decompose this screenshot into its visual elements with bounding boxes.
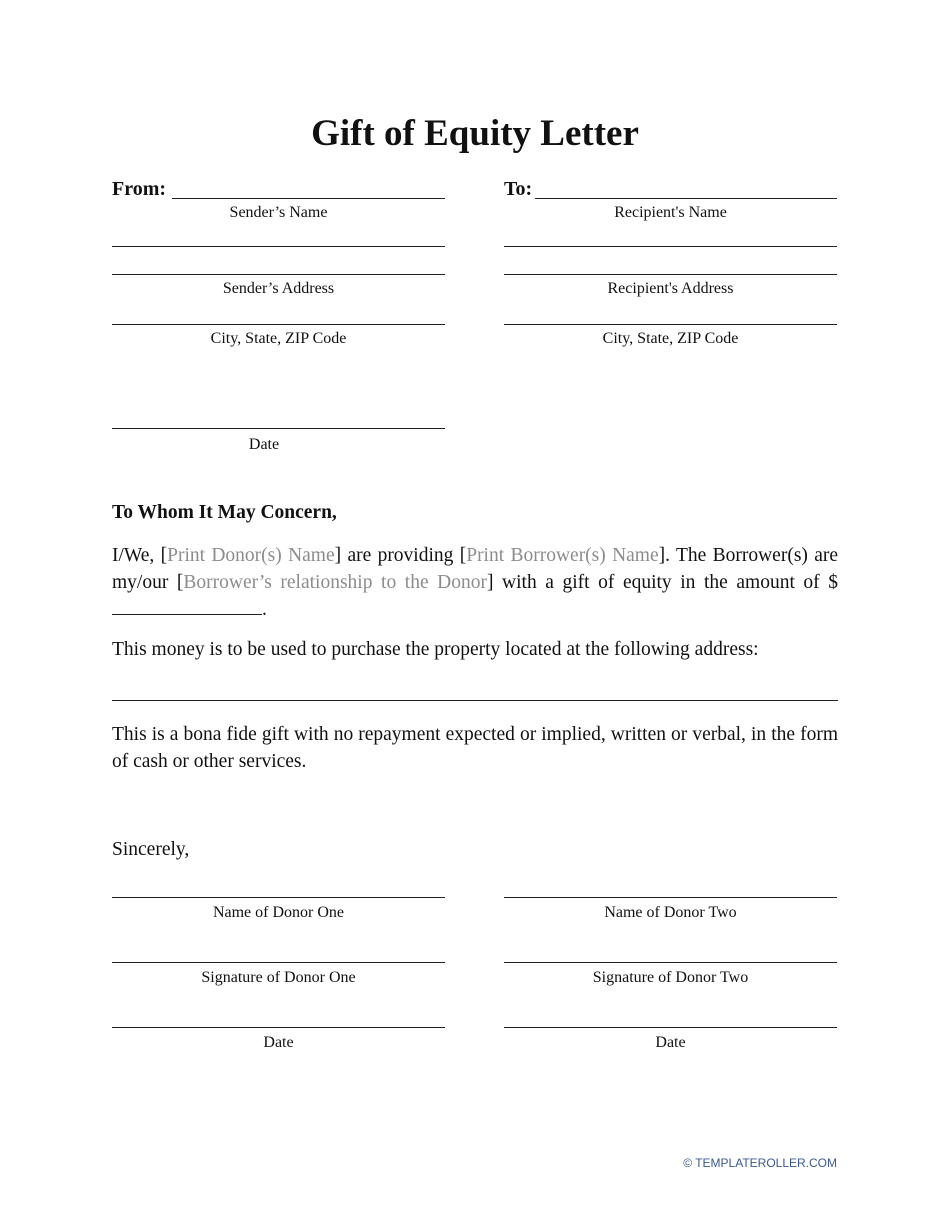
from-label: From: bbox=[112, 178, 167, 200]
donor-two-date-field[interactable] bbox=[504, 1027, 837, 1028]
gift-statement-text-4: ] with a gift of equity in the amount of $ bbox=[486, 572, 838, 593]
sender-address-line-2[interactable] bbox=[112, 274, 445, 275]
sender-address-caption: Sender’s Address bbox=[222, 280, 335, 297]
bona-fide-gift-paragraph: This is a bona fide gift with no repayment expected or implied, written or verbal, in the form of cash or other services. bbox=[112, 724, 838, 772]
donor-two-date-caption: Date bbox=[655, 1034, 686, 1051]
gift-amount-field[interactable] bbox=[112, 614, 262, 615]
sender-address-line-1[interactable] bbox=[112, 246, 445, 247]
donor-one-date-caption: Date bbox=[263, 1034, 294, 1051]
sender-city-state-zip-caption: City, State, ZIP Code bbox=[210, 330, 347, 347]
recipient-city-state-zip-caption: City, State, ZIP Code bbox=[602, 330, 739, 347]
donor-one-signature-caption: Signature of Donor One bbox=[201, 969, 356, 986]
donor-one-name-caption: Name of Donor One bbox=[212, 904, 345, 921]
to-label: To: bbox=[504, 178, 533, 200]
donor-one-signature-field[interactable] bbox=[112, 962, 445, 963]
gift-statement-text-1: I/We, [ bbox=[112, 545, 168, 566]
recipient-address-caption: Recipient's Address bbox=[607, 280, 734, 297]
recipient-name-field[interactable] bbox=[535, 198, 837, 199]
recipient-address-line-2[interactable] bbox=[504, 274, 837, 275]
footer-copyright-link[interactable]: © TEMPLATEROLLER.COM bbox=[683, 1156, 837, 1170]
gift-statement-paragraph bbox=[112, 542, 838, 623]
donor-two-name-field[interactable] bbox=[504, 897, 837, 898]
gift-statement-text-5: . bbox=[262, 599, 267, 620]
donor-two-signature-field[interactable] bbox=[504, 962, 837, 963]
gift-statement-text-2: ] are providing [ bbox=[334, 545, 467, 566]
sender-city-state-zip-field[interactable] bbox=[112, 324, 445, 325]
donor-one-name-field[interactable] bbox=[112, 897, 445, 898]
page-title: Gift of Equity Letter bbox=[311, 113, 639, 154]
donor-two-name-caption: Name of Donor Two bbox=[604, 904, 737, 921]
letter-date-field[interactable] bbox=[112, 428, 445, 429]
letter-date-caption: Date bbox=[248, 436, 280, 453]
donor-name-placeholder[interactable]: Print Donor(s) Name bbox=[167, 545, 335, 566]
relationship-placeholder[interactable]: Borrower’s relationship to the Donor bbox=[183, 572, 487, 593]
sender-name-caption: Sender’s Name bbox=[229, 204, 328, 221]
recipient-city-state-zip-field[interactable] bbox=[504, 324, 837, 325]
salutation: To Whom It May Concern, bbox=[112, 502, 337, 523]
sender-name-field[interactable] bbox=[172, 198, 445, 199]
recipient-name-caption: Recipient's Name bbox=[614, 204, 727, 221]
property-address-intro: This money is to be used to purchase the property located at the following address: bbox=[112, 639, 759, 660]
property-address-field[interactable] bbox=[112, 700, 838, 701]
donor-one-date-field[interactable] bbox=[112, 1027, 445, 1028]
gift-statement-text-3: ]. The Borrower(s) are my/our [ bbox=[112, 545, 839, 593]
donor-two-signature-caption: Signature of Donor Two bbox=[592, 969, 749, 986]
borrower-name-placeholder[interactable]: Print Borrower(s) Name bbox=[466, 545, 659, 566]
recipient-address-line-1[interactable] bbox=[504, 246, 837, 247]
closing: Sincerely, bbox=[112, 839, 190, 860]
